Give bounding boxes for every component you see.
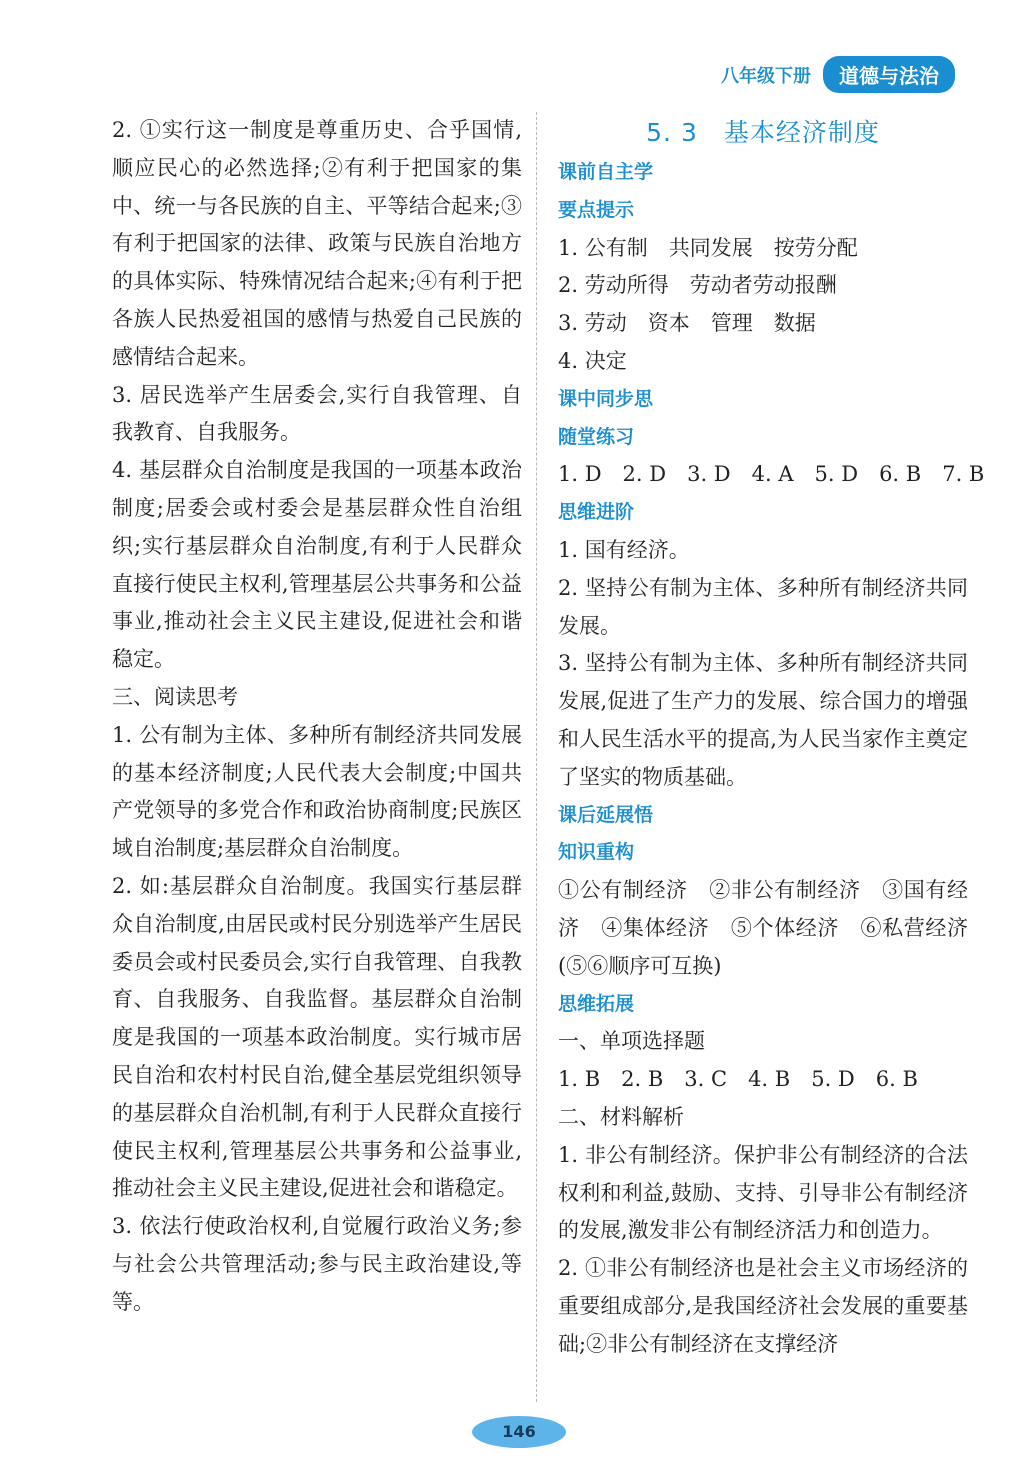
answer-paragraph: 3. 依法行使政治权利,自觉履行政治义务;参与社会公共管理活动;参与民主政治建设,等等。 xyxy=(112,1214,522,1314)
in-class-heading: 课中同步思 xyxy=(558,387,654,410)
knowledge-answer: ①公有制经济 ②非公有制经济 ③国有经济 ④集体经济 ⑤个体经济 ⑥私营经济(⑤⑥顺序可互换) xyxy=(558,878,968,978)
single-choice-answers: 1. B 2. B 3. C 4. B 5. D 6. B xyxy=(558,1067,918,1092)
thinking-answer: 2. 坚持公有制为主体、多种所有制经济共同发展。 xyxy=(558,575,968,638)
subject-badge: 道德与法治 xyxy=(823,56,955,93)
practice-answers: 1. D 2. D 3. D 4. A 5. D 6. B 7. B xyxy=(558,462,985,487)
page-number: 146 xyxy=(472,1416,566,1448)
after-class-heading: 课后延展悟 xyxy=(558,803,654,826)
column-divider xyxy=(536,112,537,1402)
page-header xyxy=(721,56,955,93)
key-point-line: 4. 决定 xyxy=(558,348,627,373)
single-choice-label: 一、单项选择题 xyxy=(558,1029,705,1054)
thinking-heading: 思维进阶 xyxy=(558,501,635,524)
knowledge-heading: 知识重构 xyxy=(558,841,635,864)
key-point-line: 3. 劳动 资本 管理 数据 xyxy=(558,311,816,336)
practice-heading: 随堂练习 xyxy=(558,425,635,448)
thinking-answer: 1. 国有经济。 xyxy=(558,537,690,562)
answer-paragraph: 1. 公有制为主体、多种所有制经济共同发展的基本经济制度;人民代表大会制度;中国共产党领导的多党合作和政治协商制度;民族区域自治制度;基层群众自治制度。 xyxy=(112,722,522,861)
section-title: 5. 3 基本经济制度 xyxy=(646,118,880,147)
thinking-answer: 3. 坚持公有制为主体、多种所有制经济共同发展,促进了生产力的发展、综合国力的增强和人民生活水平的提高,为人民当家作主奠定了坚实的物质基础。 xyxy=(558,651,968,789)
key-points-heading: 要点提示 xyxy=(558,198,635,221)
key-point-line: 1. 公有制 共同发展 按劳分配 xyxy=(558,235,858,260)
answer-paragraph: 2. 如:基层群众自治制度。我国实行基层群众自治制度,由居民或村民分别选举产生居民委员会或村民委员会,实行自我管理、自我教育、自我服务、自我监督。基层群众自治制度是我国的一项基本政治制度。实行城市居民自治和农村村民自治,健全基层党组织领导的基层群众自治机制,有利于人民群众直接行使民主权利,管理基层公共事务和公益事业,推动社会主义民主建设,促进社会和谐稳定。 xyxy=(112,873,522,1201)
grade-label: 八年级下册 xyxy=(721,65,811,87)
left-column xyxy=(112,112,522,1322)
material-answer: 2. ①非公有制经济也是社会主义市场经济的重要组成部分,是我国经济社会发展的重要基础;②非公有制经济在支撑经济 xyxy=(558,1256,968,1356)
answer-paragraph: 2. ①实行这一制度是尊重历史、合乎国情,顺应民心的必然选择;②有利于把国家的集中、统一与各民族的自主、平等结合起来;③有利于把国家的法律、政策与民族自治地方的具体实际、特殊情况结合起来;④有利于把各族人民热爱祖国的感情与热爱自己民族的感情结合起来。 xyxy=(112,118,522,369)
material-label: 二、材料解析 xyxy=(558,1104,684,1129)
answer-paragraph: 4. 基层群众自治制度是我国的一项基本政治制度;居委会或村委会是基层群众性自治组织;实行基层群众自治制度,有利于人民群众直接行使民主权利,管理基层公共事务和公益事业,推动社会主义民主建设,促进社会和谐稳定。 xyxy=(112,458,522,672)
key-point-line: 2. 劳动所得 劳动者劳动报酬 xyxy=(558,273,837,298)
extension-heading: 思维拓展 xyxy=(558,992,635,1015)
pre-class-heading: 课前自主学 xyxy=(558,161,654,183)
material-answer: 1. 非公有制经济。保护非公有制经济的合法权利和利益,鼓励、支持、引导非公有制经济的发展,激发非公有制经济活力和创造力。 xyxy=(558,1142,968,1243)
right-column xyxy=(558,112,985,1364)
answer-paragraph: 3. 居民选举产生居委会,实行自我管理、自我教育、自我服务。 xyxy=(112,382,522,445)
section-label-reading: 三、阅读思考 xyxy=(112,684,238,709)
